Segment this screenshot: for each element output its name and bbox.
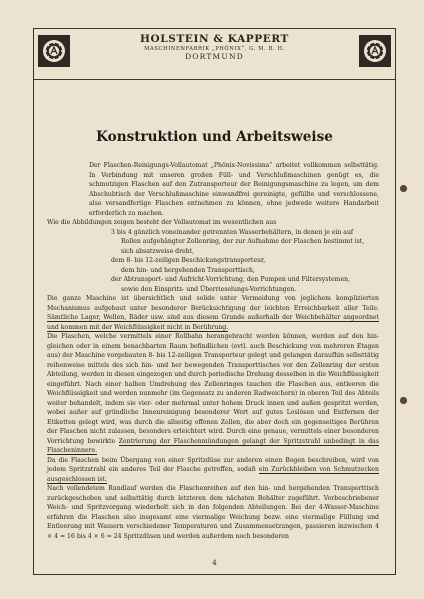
- company-name: HOLSTEIN & KAPPERT: [140, 33, 289, 45]
- list-item-continuation: Rollen aufgehängter Zellenring, der zur Aufnahme der Flaschen bestimmt ist,: [121, 238, 365, 245]
- page-number: 4: [212, 559, 217, 567]
- company-subtitle: MASCHINENFABRIK „PHÖNIX“, G. M. B. H.: [144, 45, 285, 52]
- company-block: [74, 34, 355, 62]
- company-city: DORTMUND: [185, 52, 244, 62]
- component-list: [47, 228, 379, 295]
- page-title: Konstruktion und Arbeitsweise: [96, 129, 333, 145]
- body-text: [47, 161, 379, 541]
- binding-hole: [400, 185, 407, 192]
- paragraph-rundlauf: Nach vollendetem Rundlauf werden die Flaschenreihen auf den hin- und hergehenden Transporttisch zurückgeschoben und selbsttätig durch letzteren dem nächsten Behälter zugeführt. Vorbeschriebener Weich- und Spritzvorgang wiederholt sich in den folgenden Abteilungen. Bei der 4-Wasser-Maschine erfahren die Flaschen also insgesamt eine viermalige Weichung bezw. eine viermalige Füllung und Entleerung mit Wassern verschiedener Temperaturen und Zusammensetzungen, passieren inzwischen 4 × 4 = 16 bis 4 × 6 = 24 Spritzdüsen und werden außerdem noch besonderen: [47, 485, 379, 540]
- list-item: der Abtransport- und Aufricht-Vorrichtung, den Pumpen und Filtersystemen,: [111, 276, 351, 283]
- paragraph-intro: Der Flaschen-Reinigungs-Vollautomat „Phönix-Novissima“ arbeitet vollkommen selbsttätig. In Verbindung mit unseren großen Füll- und Verschlußmaschinen genügt es, die schmutzigen Flaschen auf den Zutransporteur der Reinigungsmaschine zu legen, um dem Abschubtisch der Verschlußmaschine einwandfrei gereinigte, gefüllte und verschlossene, also versandfertige Flaschen entnehmen zu können, ohne jedwede weitere Handarbeit erforderlich zu machen.: [89, 162, 379, 217]
- underlined-text: Zentrierung der Flaschenmündungen gelangt der Spritzstrahl unbedingt in das Flascheninnere.: [47, 437, 379, 454]
- underlined-text: Sämtliche Lager, Wellen, Räder usw. sind aus diesem Grunde außerhalb der Weichbehälter angeordnet und kommen mit der Weichflüssigkeit nicht in Berührung.: [47, 314, 379, 331]
- paragraph-mechanism: [47, 294, 379, 332]
- paragraph-list-lead: Wie die Abbildungen zeigen besteht der Vollautomat im wesentlichen aus: [47, 219, 277, 226]
- list-item: sowie den Einspritz- und Überrieselungs-Vorrichtungen.: [121, 285, 297, 293]
- binding-hole: [400, 397, 407, 404]
- letterhead: [34, 29, 395, 80]
- list-item: dem 8- bis 12-zeiligen Beschickungstransporteur,: [111, 257, 266, 264]
- paragraph-bottles: [47, 332, 379, 456]
- mechanism-text: Die ganze Maschine ist übersichtlich und solide unter Vermeidung von jeglichem komplizierten Mechanismus aufgebaut unter besonderer Berücksichtigung der leichten Erreichbarkeit aller Teile.: [47, 295, 379, 312]
- gear-emblem-icon: [359, 35, 391, 67]
- list-item-continuation: sich absatzweise dreht,: [121, 247, 195, 255]
- page-frame: [33, 28, 396, 575]
- list-item: 3 bis 4 gänzlich voneinander getrennten Wasserbehältern, in denen je ein auf: [111, 228, 354, 236]
- bottles-text: Die Flaschen, welche vermittels einer Rollbahn herangebracht werden können, werden auf den hin- gleichen oder in einem benachbarten Raum befindlichen (evtl. auch Beschickung von mehreren Etagen aus) der Maschine vorgebauten 8- bis 12-zeiligen Transporteur gelegt und gelangen daraufhin selbsttätig reihenweise mittels des sich hin- und her bewegenden Transporttisches vor den Zellenring der ersten Abteilung, werden in diesen eingezogen und durch periodische Drehung desselben in die Weichflüssigkeit eingeführt. Nach einer halben Umdrehung des Zellenringes tauchen die Flaschen aus, entleeren die Weichflüssigkeit und werden nunmehr (im Gegensatz zu anderen Radweichern) in oberen Teil des Abteils weiter behandelt, indem sie vier- oder mehrmal unter hohem Druck innen und außen gespritzt werden, wobei außer auf gründliche Innenreinigung besonderer Wert auf gutes Loslösen und Entfernen der Etiketten gelegt wird, was durch die allseitig offenen Zellen, die aber doch ein gegenseitiges Berühren der Flaschen nicht zulassen, besonders erleichtert wird. Durch eine genaue, vermittels einer besonderen Vorrichtung bewirkte: [47, 333, 379, 445]
- transfer-text: Da die Flaschen beim Übergang von einer Spritzdüse zur anderen einen Bogen beschreiben, wird von jedem Spritzstrahl ein anderes Teil der Flasche getroffen, sodaß: [47, 456, 379, 473]
- underlined-text: ein Zurückbleiben von Schmutzecken ausgeschlossen ist.: [47, 466, 380, 483]
- paragraph-transfer: [47, 456, 379, 485]
- list-item: dem hin- und hergehenden Transporttisch,: [121, 266, 255, 274]
- gear-emblem-icon: [38, 35, 70, 67]
